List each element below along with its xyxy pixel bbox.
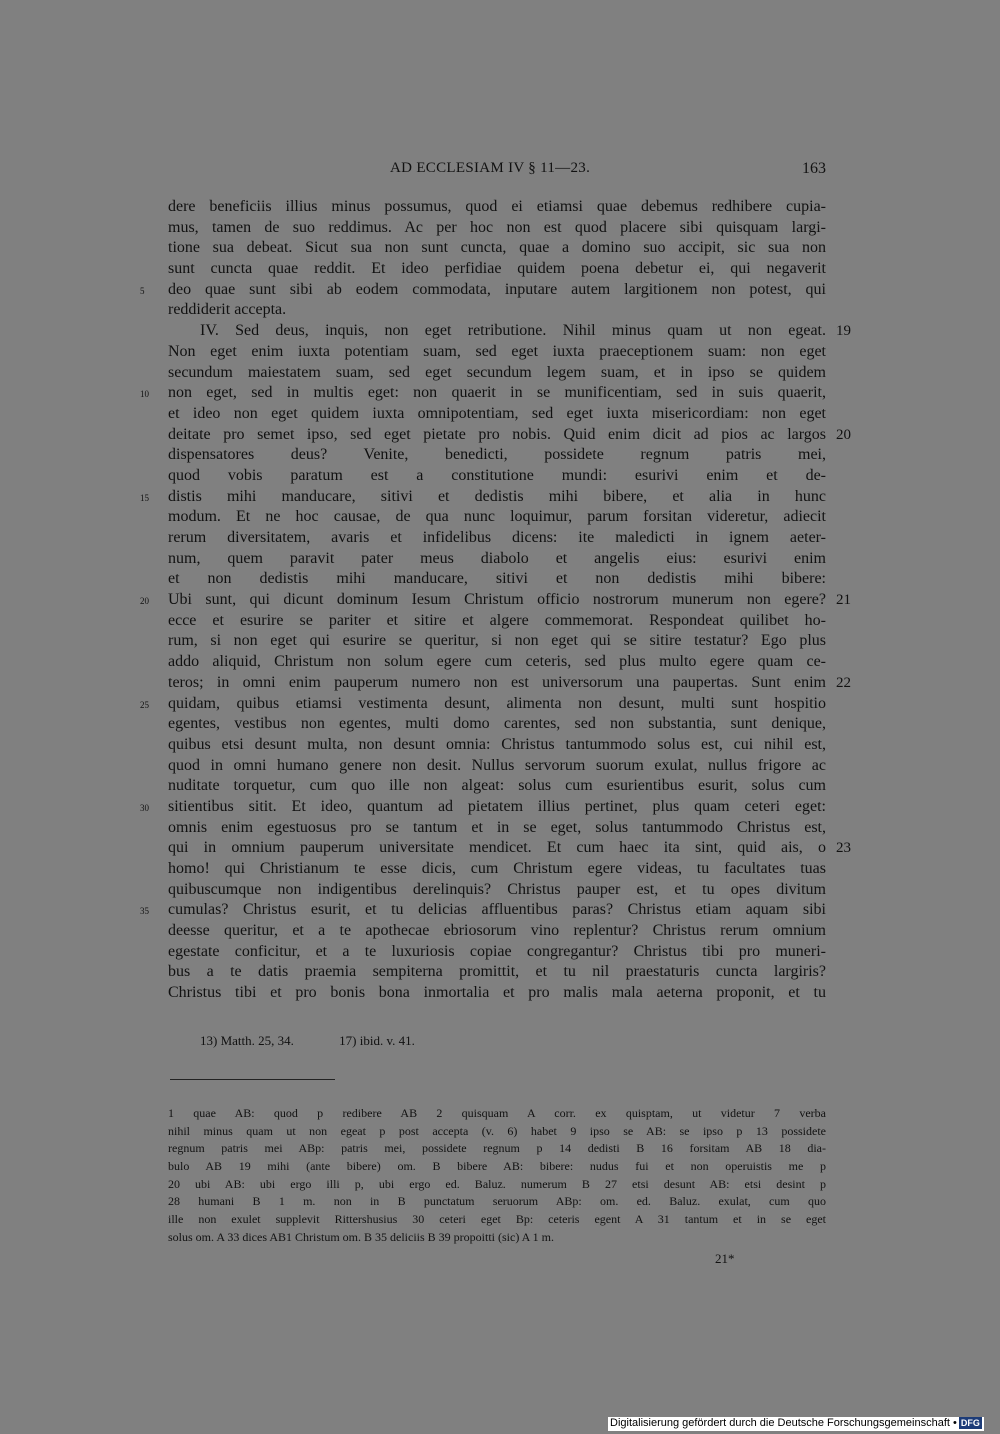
line-text: quidam, quibus etiamsi vestimenta desunt, alimenta non desunt, multi sunt hospitio: [168, 694, 826, 712]
text-line: [168, 197, 826, 218]
section-number: 20: [836, 426, 851, 443]
apparatus-line: 28 humani B 1 m. non in B punctatum seruorum ABp: om. ed. Baluz. exulat, cum quo: [168, 1194, 826, 1209]
section-number: 19: [836, 323, 851, 340]
footer-text: Digitalisierung gefördert durch die Deutsche Forschungsgemeinschaft •: [610, 1417, 957, 1429]
line-text: Christus tibi et pro bonis bona inmortalia et pro malis mala aeterna proponit, et tu: [168, 984, 826, 1002]
line-number: 15: [140, 492, 149, 503]
apparatus-line: solus om. A 33 dices AB1 Christum om. B 35 deliciis B 39 propoitti (sic) A 1 m.: [168, 1229, 555, 1244]
text-line: [168, 466, 826, 487]
line-text: sitientibus sitit. Et ideo, quantum ad pietatem illius pertinet, plus quam ceteri eget:: [168, 797, 826, 815]
section-number: 22: [836, 674, 851, 691]
text-line: [168, 342, 826, 363]
apparatus-line: ille non exulet supplevit Rittershusius 30 ceteri eget Bp: ceteris egent A 31 tantum et in se eget: [168, 1212, 826, 1227]
section-number: 21: [836, 592, 851, 609]
text-line: [168, 363, 826, 384]
text-line: [168, 611, 826, 632]
critical-apparatus: [168, 1105, 826, 1247]
text-line: [168, 238, 826, 259]
apparatus-line: 20 ubi AB: ubi ergo illi p, ubi ergo ed. Baluz. numerum B 27 etsi desunt AB: etsi desint p: [168, 1176, 826, 1191]
line-text: deo quae sunt sibi ab eodem commodata, inputare autem largitionem non potest, qui: [168, 280, 826, 298]
apparatus-line: bulo AB 19 mihi (ante bibere) om. B bibere AB: bibere: nudus fui et non operuistis me p: [168, 1159, 826, 1174]
page-number: 163: [802, 160, 826, 177]
text-line: [168, 528, 826, 549]
text-line: [168, 259, 826, 280]
line-text: rum, si non eget qui esurire se queritur, si non eget qui se sitire testatur? Ego plus: [168, 632, 826, 650]
line-text: et non dedistis mihi manducare, sitivi et non dedistis mihi bibere:: [168, 570, 826, 588]
line-text: Non eget enim iuxta potentiam suam, sed eget iuxta praeceptionem suam: non eget: [168, 342, 826, 360]
line-text: quod vobis paratum est a constitutione mundi: esurivi enim et de-: [168, 466, 826, 484]
line-text: Ubi sunt, qui dicunt dominum Iesum Christum officio nostrorum munerum non egere?: [168, 591, 826, 609]
apparatus-line: regnum patris mei ABp: patris mei, possidete regnum p 14 dedisti B 16 forsitam AB 18 dia-: [168, 1141, 826, 1156]
text-line: [168, 673, 851, 694]
text-line: [168, 776, 826, 797]
line-text: quibuscumque non indigentibus derelinquis? Christus pauper est, et tu opes divitum: [168, 880, 826, 898]
line-text: tione sua debeat. Sicut sua non sunt cuncta, quae a domino suo accipit, sic sua non: [168, 239, 826, 257]
text-line: [168, 549, 826, 570]
line-text: quod in omni humano genere non desit. Nullus servorum suorum exulat, nullus frigore ac: [168, 756, 826, 774]
line-text: cumulas? Christus esurit, et tu delicias affluentibus paras? Christus etiam aquam sibi: [168, 901, 826, 919]
text-line: [168, 321, 851, 342]
text-line: [168, 652, 826, 673]
line-text: omnis enim egestuosus pro se tantum et in se eget, solus tantummodo Christus est,: [168, 818, 826, 836]
line-text: teros; in omni enim pauperum numero non est universorum una paupertas. Sunt enim: [168, 673, 826, 691]
line-text: num, quem paravit pater meus diabolo et angelis eius: esurivi enim: [168, 549, 826, 567]
line-number: 35: [140, 906, 149, 917]
text-line: [168, 818, 826, 839]
main-text: [140, 197, 851, 1004]
line-text: distis mihi manducare, sitivi et dedistis mihi bibere, et alia in hunc: [168, 487, 826, 505]
text-line: [168, 735, 826, 756]
signature-mark: 21*: [715, 1251, 735, 1266]
line-text: IV. Sed deus, inquis, non eget retributione. Nihil minus quam ut non egeat.: [200, 322, 826, 340]
section-number: 23: [836, 840, 851, 857]
text-line: [168, 714, 826, 735]
text-line: [168, 631, 826, 652]
text-line: [140, 797, 826, 818]
line-text: et ideo non eget quidem iuxta omnipotentiam, sed eget iuxta misericordiam: non eget: [168, 404, 826, 422]
line-number: 25: [140, 699, 149, 710]
dfg-logo: DFG: [960, 1418, 980, 1429]
line-text: dispensatores deus? Venite, benedicti, possidete regnum patris mei,: [168, 446, 826, 464]
text-line: [168, 569, 826, 590]
text-line: [168, 942, 826, 963]
line-text: non eget, sed in multis eget: non quaerit in se munificentiam, sed in suis quaerit,: [168, 384, 826, 402]
line-text: egentes, vestibus non egentes, multi domo carentes, sed non substantia, sunt denique,: [168, 715, 826, 733]
text-line: [140, 487, 826, 508]
line-number: 10: [140, 389, 149, 400]
text-line: [168, 218, 826, 239]
text-line: [168, 507, 826, 528]
line-text: reddiderit accepta.: [168, 301, 287, 319]
text-line: [168, 445, 826, 466]
line-text: dere beneficiis illius minus possumus, quod ei etiamsi quae debemus redhibere cupia-: [168, 198, 826, 215]
footnote-rule: [170, 1079, 335, 1080]
line-text: homo! qui Christianum te esse dicis, cum Christum egere videas, tu facultates tuas: [168, 860, 826, 877]
line-text: deesse queritur, et a te apothecae ebriosorum vino replentur? Christus rerum omnium: [168, 922, 826, 940]
running-title: AD ECCLESIAM IV § 11—23.: [390, 160, 591, 176]
text-line: [140, 590, 851, 611]
reference: 13) Matth. 25, 34.: [200, 1033, 294, 1048]
line-text: modum. Et ne hoc causae, de qua nunc loquimur, parum forsitan videretur, adiecit: [168, 508, 826, 526]
apparatus-line: 1 quae AB: quod p redibere AB 2 quisquam A corr. ex quisptam, ut videtur 7 verba: [168, 1106, 826, 1120]
line-text: secundum maiestatem suam, sed eget secundum legem suam, et in ipso se quidem: [168, 363, 826, 381]
line-number: 30: [140, 802, 149, 813]
line-text: quibus etsi desunt multa, non desunt omnia: Christus tantummodo solus est, cui nihil est,: [168, 735, 826, 753]
text-line: [140, 694, 826, 715]
line-text: egestate conficitur, et a te luxuriosis copiae congregantur? Christus tibi pro muneri-: [168, 942, 826, 960]
text-line: [168, 983, 826, 1004]
line-text: addo aliquid, Christum non solum egere cum ceteris, sed plus multo egere quam ce-: [168, 653, 826, 671]
text-line: [140, 280, 826, 301]
text-line: [168, 756, 826, 777]
text-line: [168, 404, 826, 425]
text-line: [140, 383, 826, 404]
line-text: rerum diversitatem, avaris et infidelibus dicens: ite maledicti in ignem aeter-: [168, 529, 826, 546]
line-text: sunt cuncta quae reddit. Et ideo perfidiae quidem poena debetur ei, qui negaverit: [168, 260, 826, 278]
running-header: [168, 160, 826, 180]
text-line: [140, 900, 826, 921]
line-text: qui in omnium pauperum universitate mendicet. Et cum haec ita sint, quid ais, o: [168, 839, 826, 857]
line-text: nuditate torquetur, cum quo ille non algeat: solus cum esurientibus esurit, solus cum: [168, 777, 826, 795]
line-text: bus a te datis praemia sempiterna promittit, et tu nil praestaturis cuncta largiris?: [168, 963, 826, 981]
text-line: [168, 300, 826, 321]
line-number: 20: [140, 596, 149, 607]
text-line: [168, 921, 826, 942]
line-number: 5: [140, 285, 145, 296]
text-line: [168, 962, 826, 983]
line-text: ecce et esurire se pariter et sitire et algere commemorat. Respondeat quilibet ho-: [168, 611, 826, 629]
text-line: [168, 838, 851, 859]
text-line: [168, 425, 851, 446]
apparatus-line: nihil minus quam ut non egeat p post accepta (v. 6) habet 9 ipso se AB: se ipso p 13 possidete: [168, 1123, 826, 1138]
scripture-references: [200, 1033, 415, 1049]
line-text: mus, tamen de suo reddimus. Ac per hoc non est quod placere sibi quisquam largi-: [168, 218, 826, 236]
digitization-footer: [608, 1417, 984, 1431]
line-text: deitate pro semet ipso, sed eget pietate pro nobis. Quid enim dicit ad pios ac largos: [168, 425, 826, 443]
text-line: [168, 859, 826, 880]
text-line: [168, 880, 826, 901]
reference: 17) ibid. v. 41.: [339, 1033, 415, 1048]
